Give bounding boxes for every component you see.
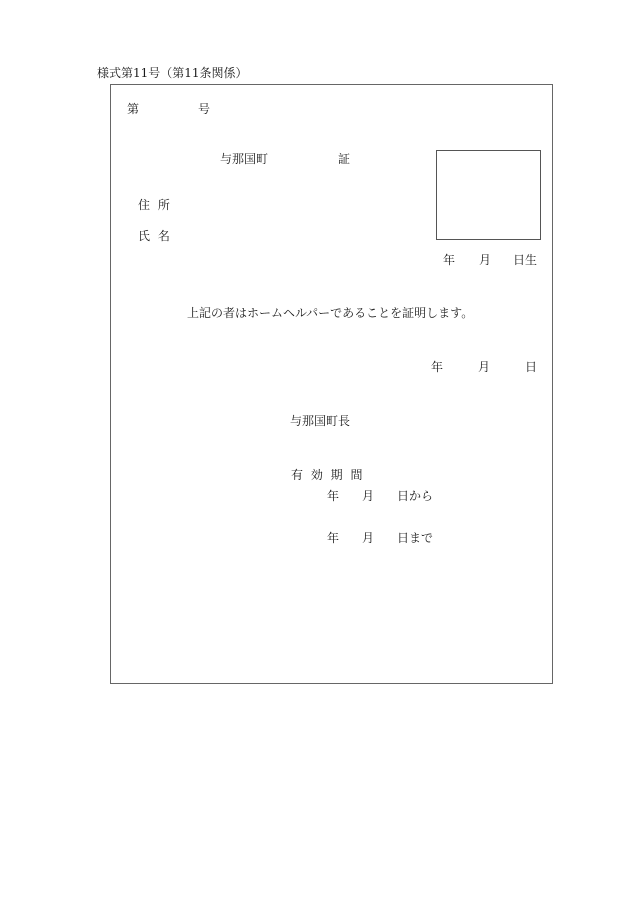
certification-statement: 上記の者はホームヘルパーであることを証明します。 [187, 306, 474, 320]
number-suffix: 号 [198, 102, 211, 116]
number-prefix: 第 [127, 102, 140, 116]
name-label: 氏 名 [138, 229, 170, 243]
issue-year-label: 年 [431, 360, 444, 374]
issue-month-label: 月 [478, 360, 491, 374]
validity-to-month: 月 [362, 531, 375, 545]
validity-to-year: 年 [327, 531, 340, 545]
certificate-title-town: 与那国町 [220, 152, 269, 166]
validity-from-day: 日から [397, 489, 434, 503]
birth-day-label: 日生 [513, 253, 538, 267]
certificate-title-sho: 証 [338, 152, 351, 166]
address-label: 住 所 [138, 198, 170, 212]
issue-day-label: 日 [525, 360, 538, 374]
birth-year-label: 年 [443, 253, 456, 267]
issuer-title: 与那国町長 [290, 414, 351, 428]
validity-label: 有 効 期 間 [291, 468, 363, 482]
validity-from-month: 月 [362, 489, 375, 503]
photo-box [436, 150, 541, 240]
validity-to-day: 日まで [397, 531, 434, 545]
form-number-label: 様式第11号（第11条関係） [97, 66, 248, 80]
birth-month-label: 月 [479, 253, 492, 267]
validity-from-year: 年 [327, 489, 340, 503]
